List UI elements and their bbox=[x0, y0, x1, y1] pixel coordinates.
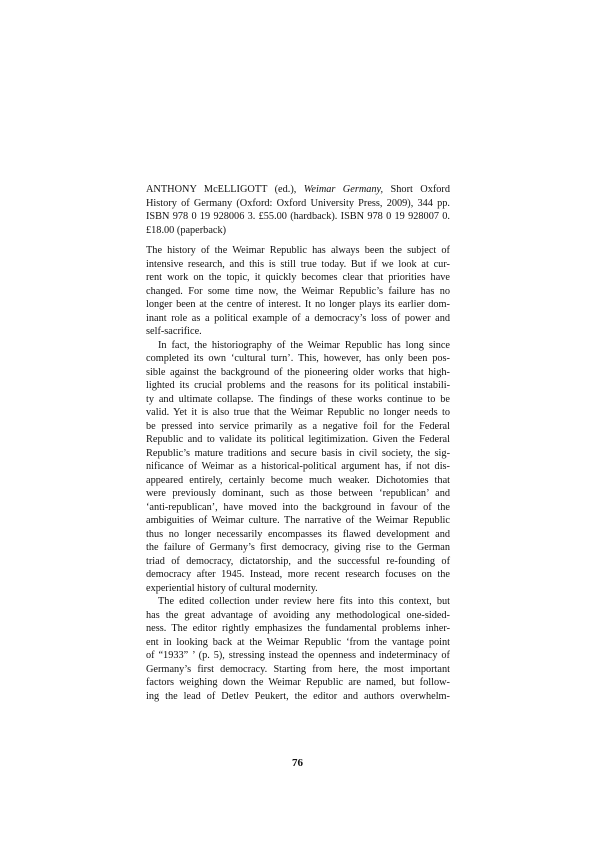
paragraph-line: the failure of Germany’s first democracy, giving rise to the German bbox=[146, 542, 450, 553]
review-body bbox=[146, 244, 450, 703]
paragraph-line: intensive research, and this is still true today. But if we look at cur- bbox=[146, 258, 450, 270]
paragraph-line: has the great advantage of avoiding any methodological one-sided- bbox=[146, 609, 450, 621]
paragraph-line: ing the lead of Detlev Peukert, the editor and authors overwhelm- bbox=[146, 690, 450, 702]
paragraph-line: completed its own ‘cultural turn’. This, however, has only been pos- bbox=[146, 353, 450, 364]
paragraph bbox=[146, 244, 450, 339]
citation-line-4: £18.00 (paperback) bbox=[146, 224, 227, 236]
paragraph-line: triad of democracy, dictatorship, and the successful re-founding of bbox=[146, 555, 450, 567]
paragraph-line: The edited collection under review here fits into this context, but bbox=[158, 596, 450, 607]
paragraph-line: nificance of Weimar as a historical-political argument has, if not dis- bbox=[146, 461, 450, 472]
citation-line-3: ISBN 978 0 19 928006 3. £55.00 (hardback). ISBN 978 0 19 928007 0. bbox=[146, 211, 450, 222]
paragraph-line: sible against the background of the pioneering older works that high- bbox=[146, 366, 450, 378]
book-citation bbox=[146, 183, 450, 237]
paragraph-line: inant role as a political example of a democracy’s loss of power and bbox=[146, 312, 450, 324]
citation-line-2: History of Germany (Oxford: Oxford University Press, 2009), 344 pp. bbox=[146, 197, 450, 209]
paragraph-line: appeared entirely, certainly become much weaker. Dichotomies that bbox=[146, 474, 450, 486]
paragraph-line: rent work on the topic, it quickly becomes clear that priorities have bbox=[146, 272, 450, 283]
paragraph-line: factors weighing down the Weimar Republic are named, but follow- bbox=[146, 677, 450, 688]
paragraph-line: The history of the Weimar Republic has always been the subject of bbox=[146, 245, 450, 256]
paragraph bbox=[146, 339, 450, 596]
paragraph-line: were previously dominant, such as those between ‘republican’ and bbox=[146, 488, 450, 499]
paragraph-line: self-sacrifice. bbox=[146, 326, 202, 337]
paragraph-line: lighted its crucial problems and the reasons for its political instabili- bbox=[146, 380, 450, 391]
citation-author: ANTHONY McELLIGOTT (ed.), bbox=[146, 184, 297, 195]
paragraph-line: ambiguities of Weimar culture. The narrative of the Weimar Republic bbox=[146, 515, 450, 526]
paragraph-line: thus no longer necessarily encompasses its flawed development and bbox=[146, 528, 450, 540]
paragraph-line: In fact, the historiography of the Weimar Republic has long since bbox=[158, 339, 450, 351]
paragraph-line: valid. Yet it is also true that the Weimar Republic no longer needs to bbox=[146, 407, 450, 418]
paragraph-line: Republic and to validate its political legitimization. Given the Federal bbox=[146, 434, 450, 445]
paragraph-line: ty and ultimate collapse. The findings of these works continue to be bbox=[146, 393, 450, 405]
page-number: 76 bbox=[292, 757, 303, 769]
paragraph-line: changed. For some time now, the Weimar Republic’s failure has no bbox=[146, 285, 450, 297]
paragraph-line: of “1933” ’ (p. 5), stressing instead the openness and indeterminacy of bbox=[146, 650, 450, 661]
paragraph-line: Germany’s first democracy. Starting from here, the most important bbox=[146, 663, 450, 675]
citation-series: Short Oxford bbox=[383, 184, 450, 195]
paragraph-line: ‘anti-republican’, have moved into the background in favour of the bbox=[146, 501, 450, 513]
citation-line-1 bbox=[146, 183, 450, 197]
citation-title: Weimar Germany, bbox=[303, 184, 384, 195]
paragraph bbox=[146, 595, 450, 703]
paragraph-line: democracy after 1945. Instead, more recent research focuses on the bbox=[146, 569, 450, 580]
paragraph-line: be pressed into service primarily as a negative foil for the Federal bbox=[146, 420, 450, 432]
paragraph-line: ness. The editor rightly emphasizes the fundamental problems inher- bbox=[146, 623, 450, 634]
paragraph-line: ent in looking back at the Weimar Republic ‘from the vantage point bbox=[146, 636, 450, 648]
paragraph-line: longer been at the centre of interest. It no longer plays its earlier dom- bbox=[146, 299, 450, 310]
paragraph-line: Republic’s mature traditions and secure basis in civil society, the sig- bbox=[146, 447, 450, 459]
paragraph-line: experiential history of cultural modernity. bbox=[146, 582, 318, 594]
